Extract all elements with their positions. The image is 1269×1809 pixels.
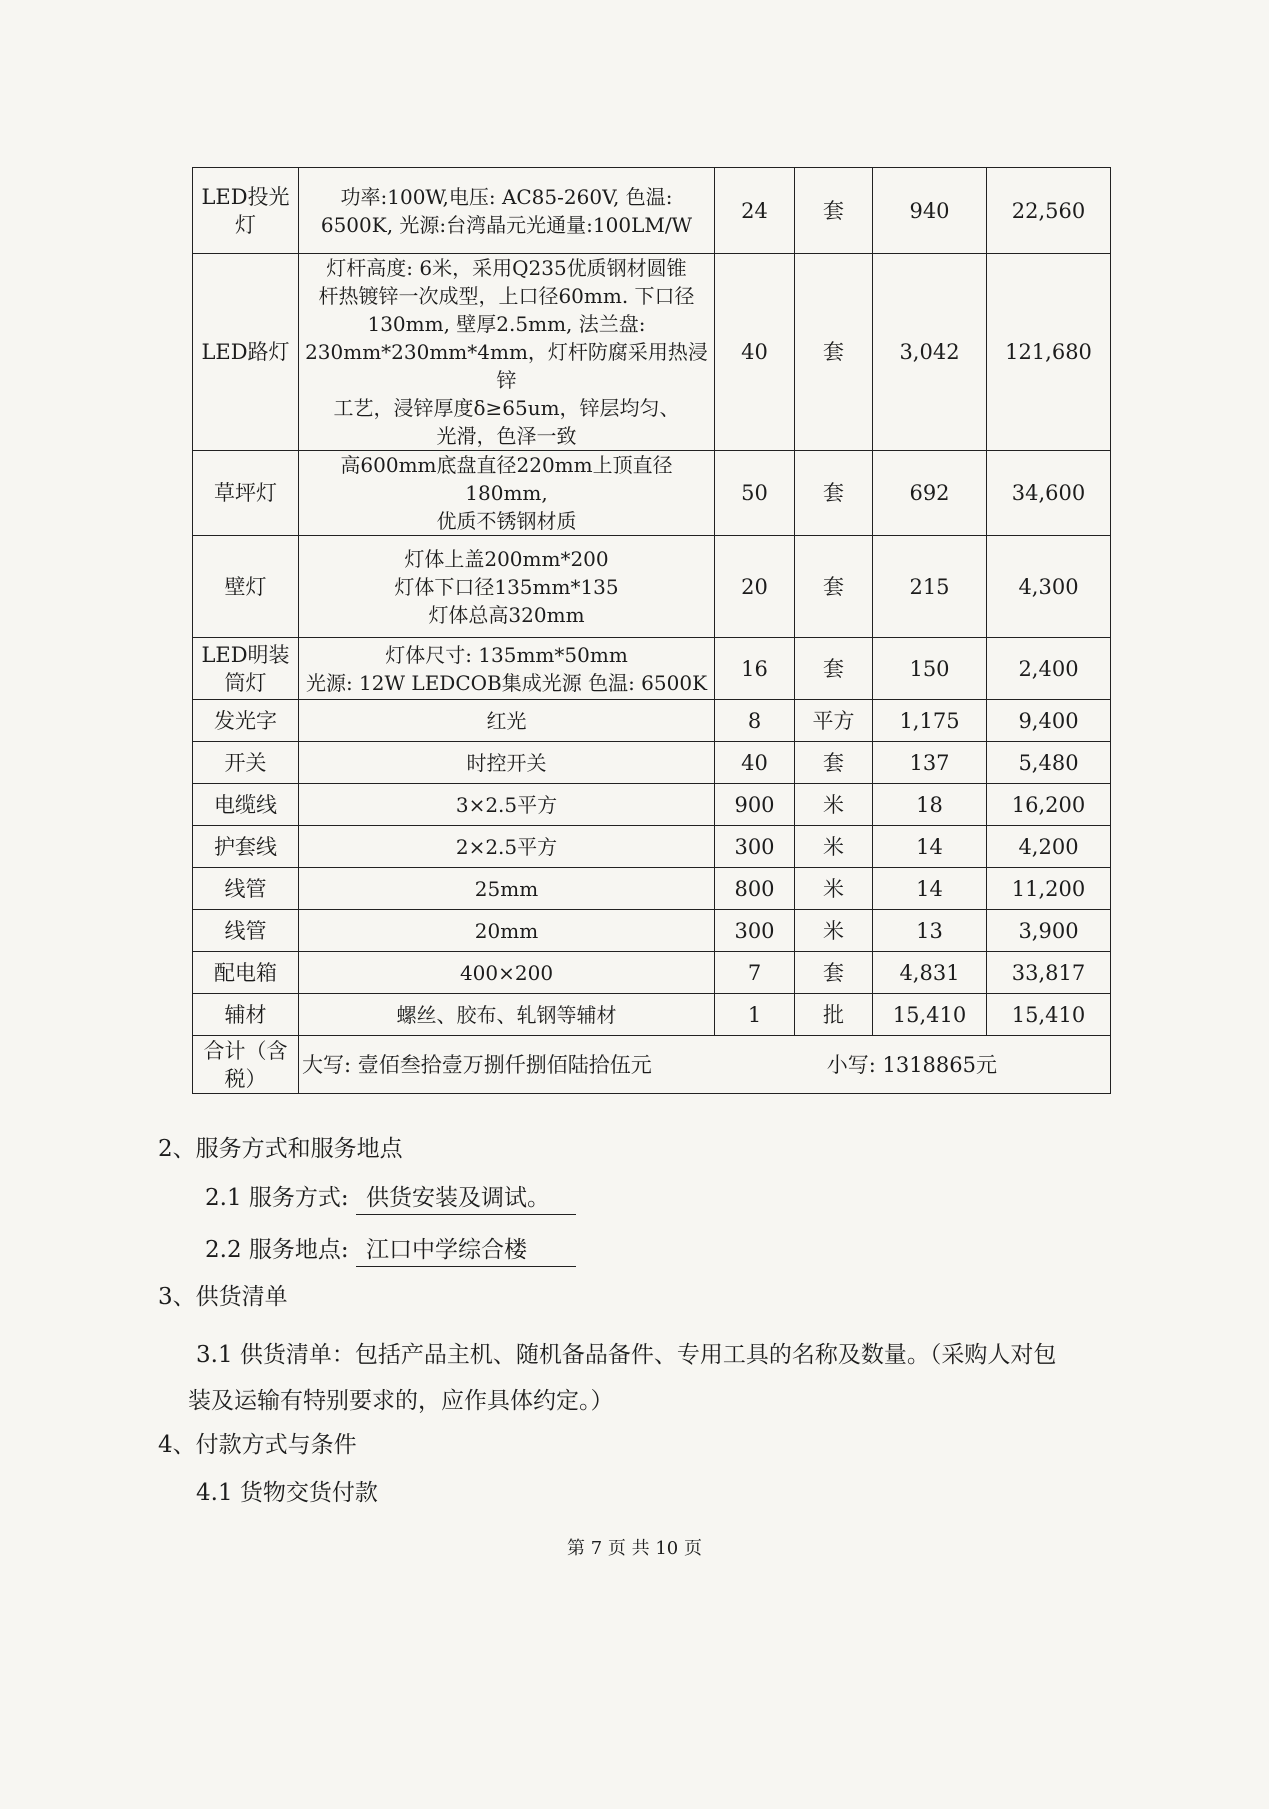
item-price: 1,175 [873, 700, 987, 742]
item-spec [299, 910, 715, 952]
item-qty: 50 [715, 451, 795, 536]
item-name: 草坪灯 [193, 451, 299, 536]
item-qty: 8 [715, 700, 795, 742]
table-row [193, 742, 1111, 784]
item-qty: 20 [715, 536, 795, 638]
table-row [193, 536, 1111, 638]
item-qty: 300 [715, 826, 795, 868]
total-amount [299, 1036, 1111, 1094]
item-name: 线管 [193, 868, 299, 910]
section-2-heading: 2、服务方式和服务地点 [158, 1136, 403, 1162]
item-spec [299, 826, 715, 868]
item-total: 22,560 [987, 168, 1111, 254]
item-spec-line: 灯体下口径135mm*135 [394, 574, 619, 599]
item-price: 3,042 [873, 254, 987, 451]
item-price: 15,410 [873, 994, 987, 1036]
item-spec [299, 994, 715, 1036]
item-total: 33,817 [987, 952, 1111, 994]
item-unit: 套 [795, 536, 873, 638]
item-price: 940 [873, 168, 987, 254]
total-row [193, 1036, 1111, 1094]
table-row [193, 826, 1111, 868]
table-row [193, 910, 1111, 952]
item-price: 137 [873, 742, 987, 784]
item-unit: 套 [795, 742, 873, 784]
item-total: 11,200 [987, 868, 1111, 910]
item-spec-line: 时控开关 [466, 750, 547, 775]
item-price: 14 [873, 826, 987, 868]
item-unit: 套 [795, 451, 873, 536]
item-spec [299, 536, 715, 638]
item-unit: 平方 [795, 700, 873, 742]
item-spec-line: 灯体上盖200mm*200 [404, 546, 609, 571]
table-row [193, 168, 1111, 254]
item-spec [299, 742, 715, 784]
service-location-line [205, 1235, 576, 1267]
item-spec-line: 优质不锈钢材质 [436, 509, 577, 533]
service-method-value: 供货安装及调试。 [356, 1183, 576, 1215]
section-3-heading: 3、供货清单 [158, 1284, 288, 1310]
item-spec [299, 952, 715, 994]
goods-table [192, 167, 1111, 1094]
item-name: LED投光灯 [193, 168, 299, 254]
item-spec [299, 868, 715, 910]
item-total: 4,200 [987, 826, 1111, 868]
item-spec-line: 灯体总高320mm [428, 602, 585, 627]
item-name: LED明装筒灯 [193, 638, 299, 700]
item-unit: 米 [795, 826, 873, 868]
table-row [193, 451, 1111, 536]
total-label: 合计（含税） [193, 1036, 299, 1094]
item-total: 34,600 [987, 451, 1111, 536]
item-name: 线管 [193, 910, 299, 952]
item-unit: 米 [795, 784, 873, 826]
item-spec [299, 700, 715, 742]
item-unit: 套 [795, 254, 873, 451]
table-row [193, 784, 1111, 826]
item-spec-line: 螺丝、胶布、轧钢等辅材 [396, 1002, 617, 1027]
item-spec-line: 杆热镀锌一次成型，上口径60mm. 下口径 [318, 284, 695, 308]
item-name: 壁灯 [193, 536, 299, 638]
item-name: 电缆线 [193, 784, 299, 826]
table-row [193, 254, 1111, 451]
item-price: 14 [873, 868, 987, 910]
item-spec-line: 工艺，浸锌厚度δ≥65um，锌层均匀、 [333, 396, 680, 420]
table-row [193, 952, 1111, 994]
item-qty: 900 [715, 784, 795, 826]
item-total: 9,400 [987, 700, 1111, 742]
item-price: 18 [873, 784, 987, 826]
item-qty: 40 [715, 254, 795, 451]
item-spec-line: 红光 [486, 708, 527, 733]
item-total: 4,300 [987, 536, 1111, 638]
item-unit: 套 [795, 638, 873, 700]
item-name: 开关 [193, 742, 299, 784]
item-qty: 800 [715, 868, 795, 910]
item-unit: 米 [795, 910, 873, 952]
service-location-value: 江口中学综合楼 [356, 1235, 576, 1267]
item-spec [299, 254, 715, 451]
item-price: 4,831 [873, 952, 987, 994]
item-qty: 24 [715, 168, 795, 254]
total-amount-words: 大写: 壹佰叁拾壹万捌仟捌佰陆拾伍元 [302, 1052, 652, 1077]
item-spec-line: 光源: 12W LEDCOB集成光源 色温: 6500K [305, 670, 708, 695]
item-price: 215 [873, 536, 987, 638]
total-amount-figures: 小写: 1318865元 [826, 1052, 997, 1077]
item-total: 16,200 [987, 784, 1111, 826]
item-spec-line: 25mm [474, 876, 539, 901]
item-unit: 套 [795, 168, 873, 254]
goods-table-body [193, 168, 1111, 1094]
item-qty: 300 [715, 910, 795, 952]
item-total: 121,680 [987, 254, 1111, 451]
item-price: 692 [873, 451, 987, 536]
service-location-label: 2.2 服务地点: [205, 1237, 349, 1263]
item-spec-line: 功率:100W,电压: AC85-260V, 色温: [340, 184, 673, 209]
item-spec-line: 20mm [474, 918, 539, 943]
item-qty: 40 [715, 742, 795, 784]
item-spec [299, 451, 715, 536]
item-unit: 批 [795, 994, 873, 1036]
supply-list-line-2: 装及运输有特别要求的，应作具体约定。） [188, 1388, 614, 1414]
item-total: 3,900 [987, 910, 1111, 952]
item-spec-line: 灯体尺寸: 135mm*50mm [385, 642, 628, 667]
item-spec [299, 638, 715, 700]
item-spec-line: 6500K, 光源:台湾晶元光通量:100LM/W [320, 212, 693, 237]
service-method-label: 2.1 服务方式: [205, 1185, 349, 1211]
item-name: 发光字 [193, 700, 299, 742]
supply-list-line-1: 3.1 供货清单：包括产品主机、随机备品备件、专用工具的名称及数量。（采购人对包 [196, 1342, 1057, 1368]
item-unit: 套 [795, 952, 873, 994]
item-qty: 7 [715, 952, 795, 994]
table-row [193, 868, 1111, 910]
item-total: 15,410 [987, 994, 1111, 1036]
item-spec-line: 400×200 [459, 960, 554, 985]
item-total: 5,480 [987, 742, 1111, 784]
item-spec-line: 高600mm底盘直径220mm上顶直径180mm, [340, 453, 673, 505]
item-qty: 16 [715, 638, 795, 700]
item-name: LED路灯 [193, 254, 299, 451]
payment-line: 4.1 货物交货付款 [196, 1480, 378, 1506]
item-name: 辅材 [193, 994, 299, 1036]
table-row [193, 638, 1111, 700]
item-spec-line: 灯杆高度: 6米，采用Q235优质钢材圆锥 [326, 256, 687, 280]
item-total: 2,400 [987, 638, 1111, 700]
table-row [193, 994, 1111, 1036]
section-4-heading: 4、付款方式与条件 [158, 1432, 357, 1458]
service-method-line [205, 1183, 576, 1215]
item-qty: 1 [715, 994, 795, 1036]
item-name: 护套线 [193, 826, 299, 868]
item-name: 配电箱 [193, 952, 299, 994]
item-spec-line: 光滑，色泽一致 [436, 424, 577, 448]
item-spec [299, 168, 715, 254]
item-spec-line: 230mm*230mm*4mm，灯杆防腐采用热浸锌 [305, 340, 708, 392]
table-row [193, 700, 1111, 742]
item-spec [299, 784, 715, 826]
item-price: 150 [873, 638, 987, 700]
item-spec-line: 2×2.5平方 [455, 834, 558, 859]
item-unit: 米 [795, 868, 873, 910]
item-price: 13 [873, 910, 987, 952]
item-spec-line: 130mm, 壁厚2.5mm, 法兰盘: [367, 312, 646, 336]
page-footer: 第 7 页 共 10 页 [567, 1538, 702, 1559]
item-spec-line: 3×2.5平方 [455, 792, 558, 817]
